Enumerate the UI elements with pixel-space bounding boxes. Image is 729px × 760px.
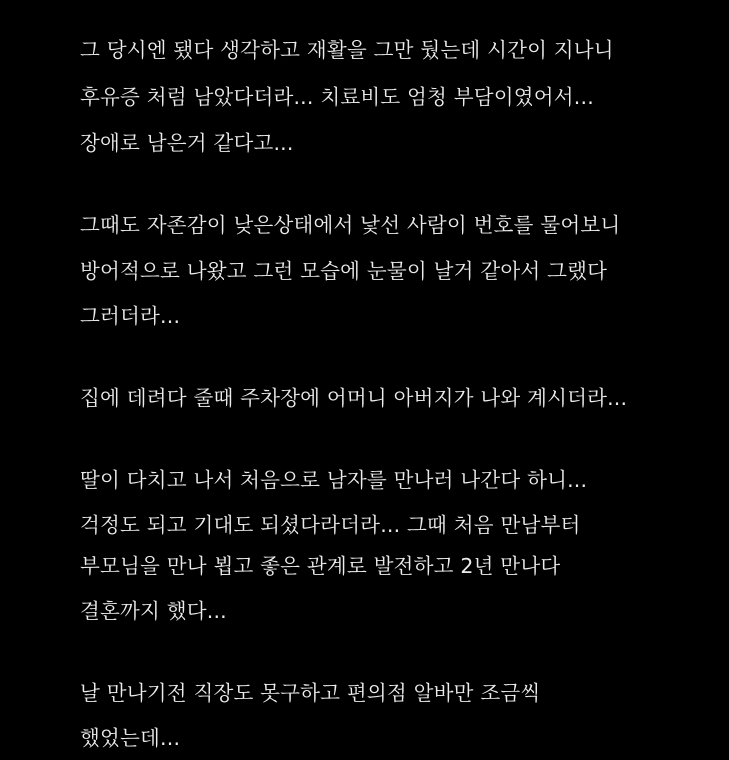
text-line: 부모님을 만나 뵙고 좋은 관계로 발전하고 2년 만나다 (80, 554, 561, 578)
text-line: 장애로 남은거 같다고... (80, 131, 294, 155)
text-line: 그때도 자존감이 낮은상태에서 낯선 사람이 번호를 물어보니 (80, 213, 621, 237)
text-line: 그 당시엔 됐다 생각하고 재활을 그만 뒀는데 시간이 지나니 (80, 38, 614, 62)
text-line: 집에 데려다 줄때 주차장에 어머니 아버지가 나와 계시더라... (80, 386, 628, 410)
text-line: 그러더라... (80, 304, 181, 328)
text-line: 방어적으로 나왔고 그런 모습에 눈물이 날거 같아서 그랬다 (80, 259, 608, 283)
text-line: 날 만나기전 직장도 못구하고 편의점 알바만 조금씩 (80, 681, 541, 705)
text-line: 결혼까지 했다... (80, 599, 227, 623)
text-line: 딸이 다치고 나서 처음으로 남자를 만나러 나간다 하니... (80, 468, 588, 492)
text-line: 후유증 처럼 남았다더라... 치료비도 엄청 부담이였어서... (80, 85, 594, 109)
text-line: 걱정도 되고 기대도 되셨다라더라... 그때 처음 만남부터 (80, 513, 581, 537)
text-line: 했었는데... (80, 726, 181, 750)
